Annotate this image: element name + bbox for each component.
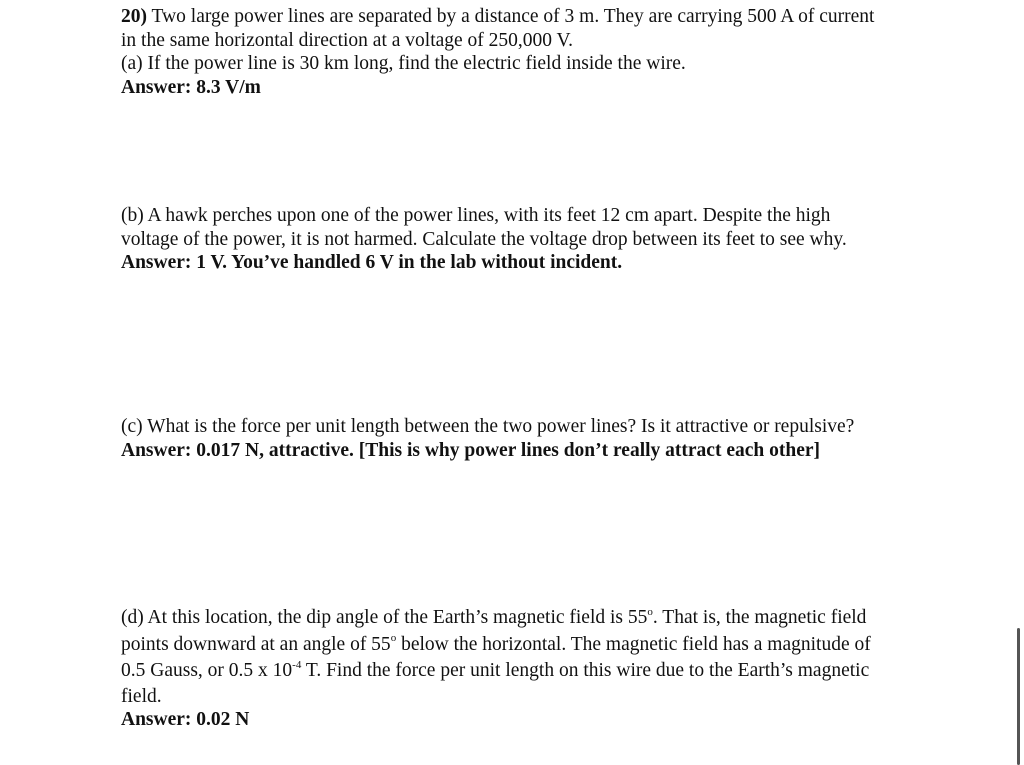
part-d-text-3a: 0.5 Gauss, or 0.5 x 10 (121, 660, 293, 681)
part-b (121, 204, 921, 275)
part-d-line-4: field. (121, 685, 162, 707)
part-d-text-1b: . That is, the magnetic field (652, 607, 867, 628)
part-b-answer: Answer: 1 V. You’ve handled 6 V in the lab without incident. (121, 252, 623, 273)
problem-number: 20) (121, 6, 147, 27)
problem-20-text-1: Two large power lines are separated by a distance of 3 m. They are carrying 500 A of current (147, 6, 875, 27)
part-c-question: (c) What is the force per unit length between the two power lines? Is it attractive or repulsive? (121, 416, 855, 437)
part-a-question: (a) If the power line is 30 km long, find the electric field inside the wire. (121, 53, 686, 74)
part-d-line-3 (121, 658, 921, 685)
part-d-line-1 (121, 605, 921, 632)
vertical-scrollbar[interactable] (1017, 628, 1020, 765)
part-c (121, 415, 921, 462)
degree-superscript: o (390, 632, 397, 644)
part-d-text-2a: points downward at an angle of 55 (121, 633, 391, 655)
problem-20-intro (121, 5, 921, 99)
part-d-text-3b: T. Find the force per unit length on this wire due to the Earth’s magnetic (301, 660, 870, 681)
exponent-superscript: -4 (292, 658, 302, 671)
part-b-line-2: voltage of the power, it is not harmed. Calculate the voltage drop between its feet to see why. (121, 228, 847, 250)
part-b-line-1: (b) A hawk perches upon one of the power lines, with its feet 12 cm apart. Despite the high (121, 205, 831, 226)
part-a-answer: Answer: 8.3 V/m (121, 76, 261, 98)
part-d-answer: Answer: 0.02 N (121, 709, 250, 730)
part-d (121, 605, 921, 732)
degree-superscript: o (647, 605, 653, 618)
problem-20-line-1 (121, 5, 921, 29)
part-d-text-2b: below the horizontal. The magnetic field has a magnitude of (396, 633, 871, 655)
part-d-text-1a: (d) At this location, the dip angle of the Earth’s magnetic field is 55 (121, 607, 648, 628)
problem-20-line-2: in the same horizontal direction at a voltage of 250,000 V. (121, 29, 574, 51)
part-c-answer: Answer: 0.017 N, attractive. [This is why power lines don’t really attract each other] (121, 439, 821, 461)
part-d-line-2 (121, 632, 921, 659)
